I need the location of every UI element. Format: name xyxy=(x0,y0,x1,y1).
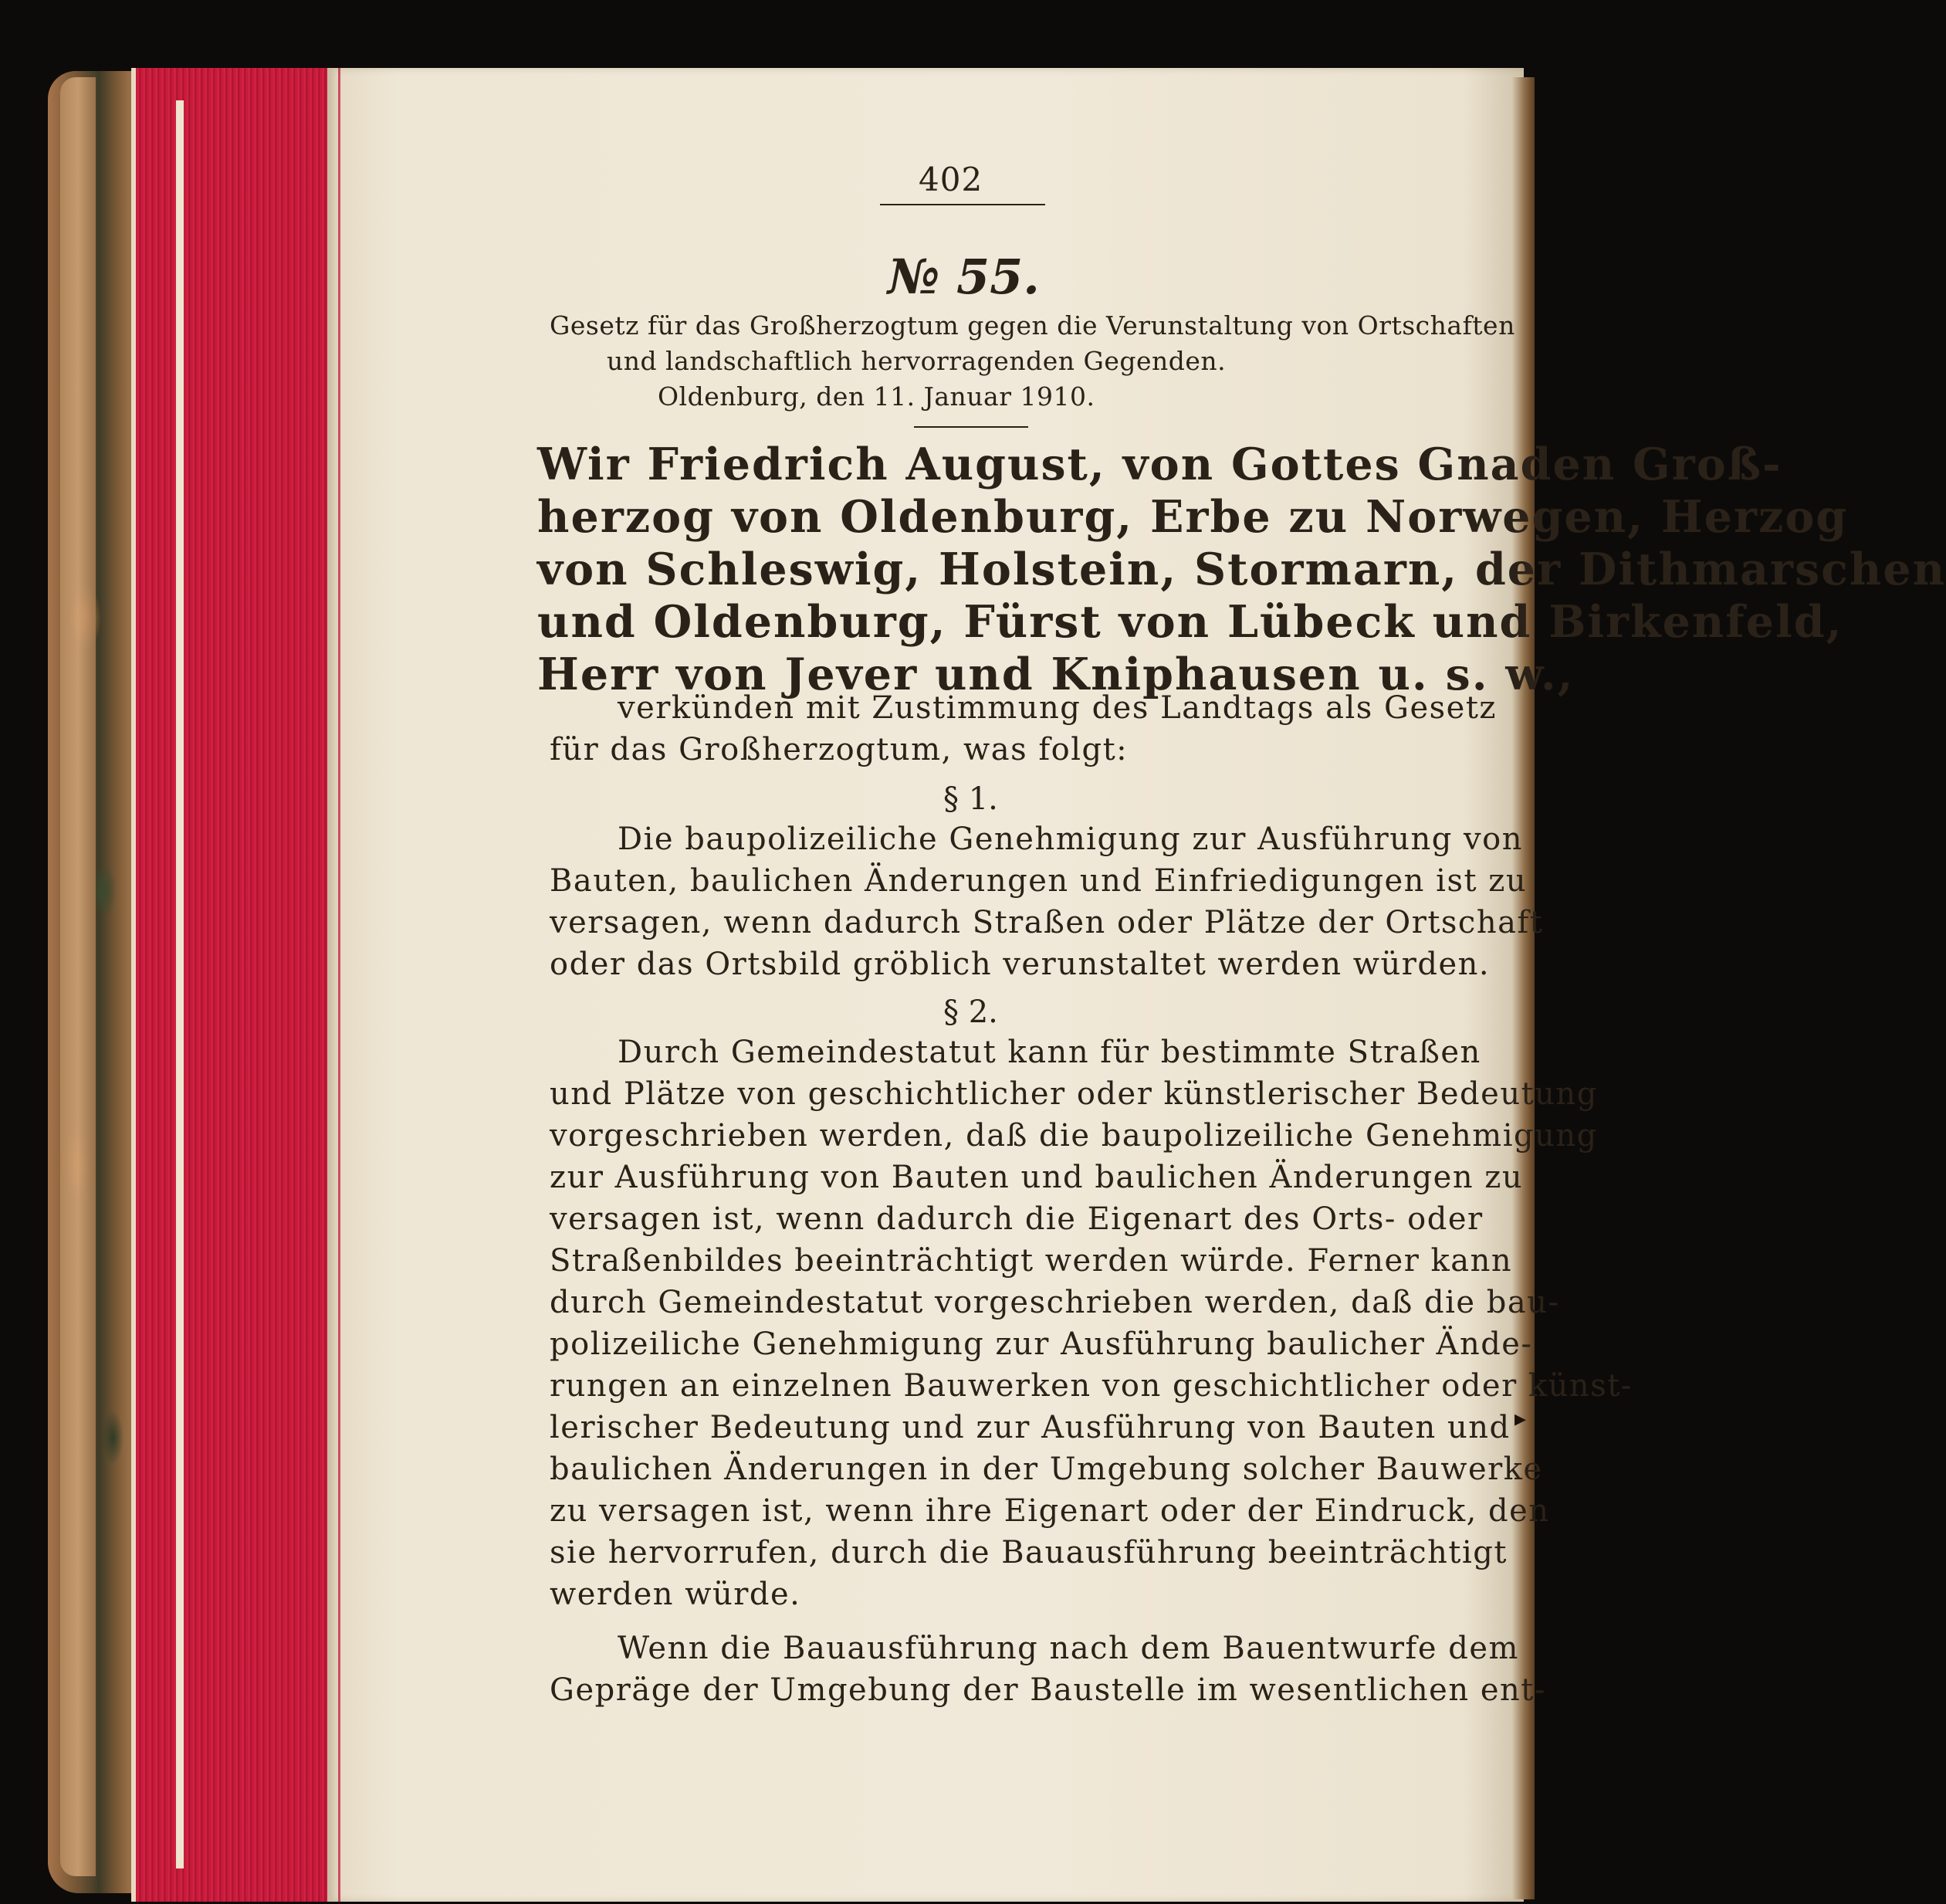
leather-spine-strip xyxy=(60,77,96,1876)
page-number: 402 xyxy=(919,161,983,198)
section-2-line: und Plätze von geschichtlicher oder künstlerischer Bedeutung xyxy=(550,1076,1598,1112)
section-2-continuation-line: Wenn die Bauausführung nach dem Bauentwurfe dem xyxy=(618,1631,1519,1666)
section-2-line: lerischer Bedeutung und zur Ausführung von Bauten und xyxy=(550,1410,1511,1445)
law-subtitle-line: und landschaftlich hervorragenden Gegenden. xyxy=(607,346,1227,376)
section-2-line: Durch Gemeindestatut kann für bestimmte Straßen xyxy=(618,1035,1481,1070)
page-right-edge xyxy=(1511,77,1535,1899)
preamble-line: Wir Friedrich August, von Gottes Gnaden Groß- xyxy=(537,439,1782,490)
section-heading: § 2. xyxy=(943,994,998,1030)
section-1-line: Bauten, baulichen Änderungen und Einfriedigungen ist zu xyxy=(550,863,1528,899)
section-heading: § 1. xyxy=(943,781,998,817)
enactment-line: für das Großherzogtum, was folgt: xyxy=(550,732,1129,767)
section-1-line: oder das Ortsbild gröblich verunstaltet werden würden. xyxy=(550,947,1491,982)
page-red-rule xyxy=(338,68,340,1902)
law-date: Oldenburg, den 11. Januar 1910. xyxy=(658,381,1095,412)
section-2-line: vorgeschrieben werden, daß die baupolizeiliche Genehmigung xyxy=(550,1118,1598,1154)
enactment-line: verkünden mit Zustimmung des Landtags als Gesetz xyxy=(618,690,1497,726)
section-2-line: zur Ausführung von Bauten und baulichen Änderungen zu xyxy=(550,1160,1524,1195)
section-2-line: polizeiliche Genehmigung zur Ausführung baulicher Ände- xyxy=(550,1326,1533,1362)
section-2-line: durch Gemeindestatut vorgeschrieben werden, daß die bau- xyxy=(550,1285,1560,1320)
law-number: № 55. xyxy=(888,249,1040,305)
section-2-line: Straßenbildes beeinträchtigt werden würde. Ferner kann xyxy=(550,1243,1513,1279)
section-2-line: versagen ist, wenn dadurch die Eigenart des Orts- oder xyxy=(550,1201,1484,1237)
section-2-line: baulichen Änderungen in der Umgebung solcher Bauwerke xyxy=(550,1452,1543,1487)
law-subtitle-line: Gesetz für das Großherzogtum gegen die Verunstaltung von Ortschaften xyxy=(550,310,1515,340)
page-edge-gap xyxy=(176,100,184,1868)
bookmark-pointer-icon: ▸ xyxy=(1514,1405,1527,1432)
preamble-line: Herr von Jever und Kniphausen u. s. w., xyxy=(537,649,1575,700)
page xyxy=(327,68,1527,1902)
section-1-line: Die baupolizeiliche Genehmigung zur Ausführung von xyxy=(618,822,1523,857)
page-number-rule xyxy=(880,204,1045,205)
section-2-line: zu versagen ist, wenn ihre Eigenart oder der Eindruck, den xyxy=(550,1493,1550,1529)
preamble-line: herzog von Oldenburg, Erbe zu Norwegen, Herzog xyxy=(537,491,1849,543)
section-2-line: rungen an einzelnen Bauwerken von geschichtlicher oder künst- xyxy=(550,1368,1633,1404)
preamble-line: von Schleswig, Holstein, Stormarn, der Dithmarschen xyxy=(537,544,1946,595)
section-2-line: sie hervorrufen, durch die Bauausführung beeinträchtigt xyxy=(550,1535,1508,1570)
red-page-edges xyxy=(131,68,333,1902)
section-2-continuation-line: Gepräge der Umgebung der Baustelle im wesentlichen ent- xyxy=(550,1672,1546,1708)
section-2-line: werden würde. xyxy=(550,1577,801,1612)
section-1-line: versagen, wenn dadurch Straßen oder Plätze der Ortschaft xyxy=(550,905,1544,940)
preamble-line: und Oldenburg, Fürst von Lübeck und Birkenfeld, xyxy=(537,596,1843,648)
title-rule xyxy=(914,426,1028,428)
